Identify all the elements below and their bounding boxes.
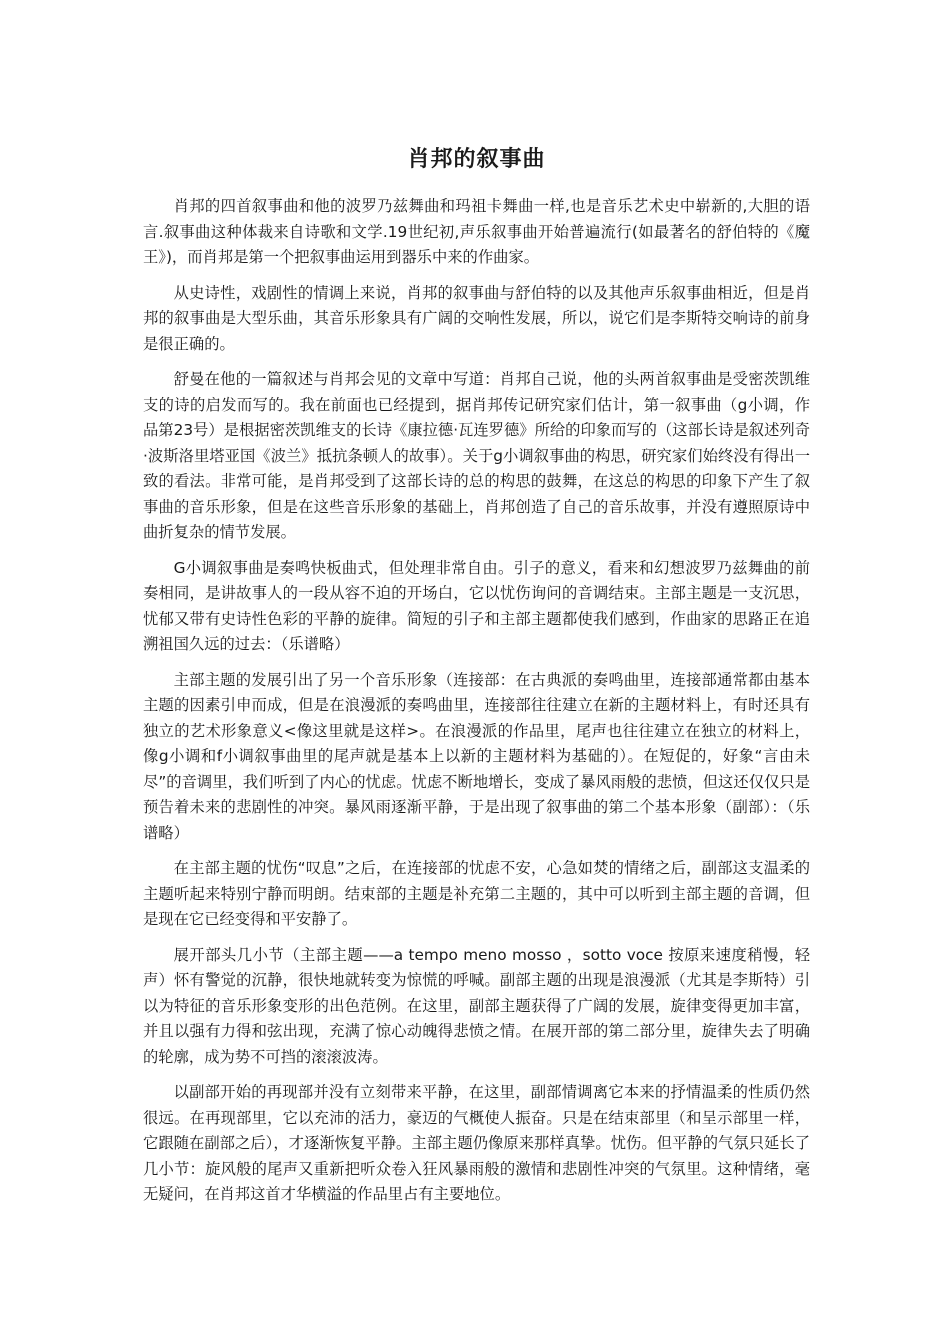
paragraph-8: 以副部开始的再现部并没有立刻带来平静，在这里，副部情调离它本来的抒情温柔的性质仍然很远。在再现部里，它以充沛的活力，豪迈的气概使人振奋。只是在结束部里（和呈示部里一样，它跟随在副部之后），才逐渐恢复平静。主部主题仍像原来那样真挚。忧伤。但平静的气氛只延长了几小节：旋风般的尾声又重新把听众卷入狂风暴雨般的激情和悲剧性冲突的气氛里。这种情绪，毫无疑问，在肖邦这首才华横溢的作品里占有主要地位。 — [143, 1083, 810, 1203]
paragraph-4: G小调叙事曲是奏鸣快板曲式，但处理非常自由。引子的意义，看来和幻想波罗乃兹舞曲的前奏相同，是讲故事人的一段从容不迫的开场白，它以忧伤询问的音调结束。主部主题是一支沉思，忧郁又带有史诗性色彩的平静的旋律。简短的引子和主部主题都使我们感到，作曲家的思路正在追溯祖国久远的过去：（乐谱略） — [143, 558, 810, 653]
paragraph-3: 舒曼在他的一篇叙述与肖邦会见的文章中写道：肖邦自己说，他的头两首叙事曲是受密茨凯维支的诗的启发而写的。我在前面也已经提到，据肖邦传记研究家们估计，第一叙事曲（g小调，作品第23号）是根据密茨凯维支的长诗《康拉德·瓦连罗德》所给的印象而写的（这部长诗是叙述列奇·波斯洛里塔亚国《波兰》抵抗条顿人的故事）。关于g小调叙事曲的构思，研究家们始终没有得出一致的看法。非常可能，是肖邦受到了这部长诗的总的构思的鼓舞，在这总的构思的印象下产生了叙事曲的音乐形象，但是在这些音乐形象的基础上，肖邦创造了自己的音乐故事，并没有遵照原诗中曲折复杂的情节发展。 — [143, 370, 810, 541]
paragraph-7: 展开部头几小节（主部主题——a tempo meno mosso ，sotto voce 按原来速度稍慢，轻声）怀有警觉的沉静，很快地就转变为惊慌的呼喊。副部主题的出现是浪漫派（尤其是李斯特）引以为特征的音乐形象变形的出色范例。在这里，副部主题获得了广阔的发展，旋律变得更加丰富，并且以强有力得和弦出现，充满了惊心动魄得悲愤之情。在展开部的第二部分里，旋律失去了明确的轮廓，成为势不可挡的滚滚波涛。 — [143, 945, 810, 1066]
paragraph-6: 在主部主题的忧伤“叹息”之后，在连接部的忧虑不安，心急如焚的情绪之后，副部这支温柔的主题听起来特别宁静而明朗。结束部的主题是补充第二主题的，其中可以听到主部主题的音调，但是现在它已经变得和平安静了。 — [143, 859, 810, 928]
paragraph-1: 肖邦的四首叙事曲和他的波罗乃兹舞曲和玛祖卡舞曲一样,也是音乐艺术史中崭新的,大胆的语言.叙事曲这种体裁来自诗歌和文学.19世纪初,声乐叙事曲开始普遍流行(如最著名的舒伯特的《魔王》)，而肖邦是第一个把叙事曲运用到器乐中来的作曲家。 — [143, 197, 810, 266]
document-title: 肖邦的叙事曲 — [407, 147, 546, 172]
document-body — [143, 194, 810, 1218]
paragraph-5: 主部主题的发展引出了另一个音乐形象（连接部：在古典派的奏鸣曲里，连接部通常都由基本主题的因素引申而成，但是在浪漫派的奏鸣曲里，连接部往往建立在新的主题材料上，有时还具有独立的艺术形象意义<像这里就是这样>。在浪漫派的作品里，尾声也往往建立在独立的材料上，像g小调和f小调叙事曲里的尾声就是基本上以新的主题材料为基础的）。在短促的，好象“言由未尽”的音调里，我们听到了内心的忧虑。忧虑不断地增长，变成了暴风雨般的悲愤，但这还仅仅只是预告着未来的悲剧性的冲突。暴风雨逐渐平静，于是出现了叙事曲的第二个基本形象（副部）：（乐谱略） — [143, 670, 810, 842]
paragraph-2: 从史诗性，戏剧性的情调上来说，肖邦的叙事曲与舒伯特的以及其他声乐叙事曲相近，但是肖邦的叙事曲是大型乐曲，其音乐形象具有广阔的交响性发展，所以，说它们是李斯特交响诗的前身是很正确的。 — [143, 283, 810, 353]
